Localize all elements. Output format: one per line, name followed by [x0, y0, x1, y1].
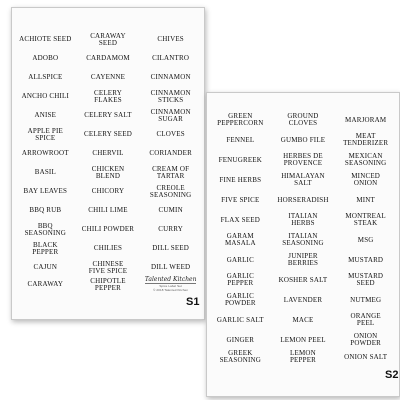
spice-label	[217, 113, 263, 127]
spice-label-text: CAYENNE	[90, 73, 126, 81]
spice-label	[32, 55, 58, 62]
spice-label	[94, 90, 122, 104]
spice-label	[91, 74, 125, 81]
label-grid-s2	[209, 110, 397, 364]
spice-label	[348, 273, 383, 287]
sheet-number: S2	[385, 369, 399, 381]
spice-label	[281, 137, 326, 144]
spice-label	[284, 297, 322, 304]
spice-label-text: ONION SALT	[344, 352, 388, 361]
spice-label-text: FINE HERBS	[219, 175, 262, 184]
spice-label-text: BLACK PEPPER	[32, 240, 59, 256]
spice-label-text: CORIANDER	[149, 149, 192, 157]
spice-label	[149, 150, 192, 157]
spice-label	[227, 257, 254, 264]
spice-label-text: GARLIC POWDER	[224, 292, 256, 307]
spice-label	[152, 55, 189, 62]
spice-label-text: BASIL	[34, 168, 56, 176]
brand-logo	[145, 277, 197, 292]
spice-label-text: NUTMEG	[350, 295, 382, 304]
label-sheet-s2	[206, 92, 400, 397]
spice-label	[226, 137, 254, 144]
spice-label	[90, 33, 126, 47]
spice-label	[90, 278, 125, 292]
spice-label	[152, 166, 189, 180]
spice-label-text: BAY LEAVES	[23, 187, 68, 195]
spice-label-text: CELERY SEED	[83, 130, 132, 138]
spice-label	[350, 313, 380, 327]
spice-label-text: MINCED ONION	[351, 172, 381, 187]
spice-label	[358, 237, 374, 244]
spice-label-text: CILANTRO	[152, 54, 190, 62]
spice-label	[287, 113, 318, 127]
spice-label	[84, 112, 131, 119]
spice-label-text: CINNAMON	[150, 73, 191, 81]
spice-label	[279, 277, 328, 284]
spice-label	[86, 55, 130, 62]
spice-label-text: CHICKEN BLEND	[91, 164, 125, 180]
brand-copyright: © 2018 Talented Kitchen	[153, 288, 189, 292]
spice-label-text: LAVENDER	[283, 295, 323, 304]
spice-label-text: ORANGE PEEL	[350, 312, 381, 327]
spice-label	[28, 74, 62, 81]
brand-subtitle: Spice Label Set	[159, 284, 182, 288]
spice-label-text: MINT	[356, 195, 375, 204]
spice-label-text: CHILI POWDER	[81, 225, 135, 233]
spice-label-text: MEXICAN SEASONING	[344, 152, 387, 167]
spice-label	[343, 133, 388, 147]
spice-label	[350, 333, 381, 347]
spice-label	[290, 350, 316, 364]
spice-label	[151, 90, 191, 104]
spice-label-text: ITALIAN SEASONING	[282, 232, 324, 247]
spice-label-text: CAJUN	[33, 263, 58, 271]
label-grid-s1	[14, 30, 202, 292]
spice-label	[217, 317, 264, 324]
spice-label-text: LEMON PEEL	[280, 335, 326, 344]
spice-label	[158, 207, 182, 214]
spice-label-text: MARJORAM	[345, 115, 387, 124]
spice-label-text: CHILI LIME	[88, 206, 128, 214]
spice-label	[348, 257, 383, 264]
spice-label-text: ITALIAN HERBS	[288, 212, 318, 227]
spice-label-text: CHICORY	[91, 187, 125, 195]
spice-label-text: MEAT TENDERIZER	[343, 132, 389, 147]
spice-label-text: CHERVIL	[92, 149, 124, 157]
spice-label-text: KOSHER SALT	[278, 275, 328, 284]
spice-label	[156, 131, 184, 138]
spice-label-text: MONTREAL STEAK	[345, 212, 386, 227]
spice-label	[92, 188, 125, 195]
spice-label	[19, 36, 71, 43]
spice-label-text: CHIPOTLE PEPPER	[90, 276, 126, 292]
spice-label	[345, 153, 386, 167]
spice-label	[344, 354, 387, 361]
spice-label-text: CARAWAY SEED	[90, 31, 126, 47]
spice-label-text: MACE	[292, 315, 314, 324]
spice-label	[288, 213, 317, 227]
spice-label-text: CARAWAY	[27, 280, 64, 288]
spice-label-text: CHILIES	[93, 244, 123, 252]
spice-label-text: CUMIN	[158, 206, 183, 214]
spice-label	[227, 337, 255, 344]
spice-label	[351, 173, 380, 187]
spice-label	[152, 245, 189, 252]
spice-label-text: DILL WEED	[151, 263, 191, 271]
spice-label	[220, 350, 261, 364]
spice-label-text: GROUND CLOVES	[287, 112, 319, 127]
spice-label	[345, 117, 386, 124]
spice-label	[219, 157, 262, 164]
spice-label	[24, 188, 68, 195]
spice-label-text: ARROWROOT	[21, 149, 69, 157]
spice-label	[221, 197, 259, 204]
spice-label-text: FLAX SEED	[220, 215, 260, 224]
spice-label-text: CELERY SALT	[84, 111, 132, 119]
spice-label	[89, 261, 127, 275]
spice-label	[281, 173, 325, 187]
spice-label-text: ACHIOTE SEED	[19, 35, 72, 43]
spice-label	[277, 197, 328, 204]
spice-label-text: MUSTARD SEED	[348, 272, 384, 287]
spice-label	[82, 226, 134, 233]
spice-label	[28, 281, 64, 288]
spice-label-text: DILL SEED	[152, 244, 190, 252]
spice-label-text: ANISE	[34, 111, 57, 119]
spice-label	[34, 264, 58, 271]
spice-label	[151, 109, 191, 123]
spice-label-text: MUSTARD	[348, 255, 384, 264]
spice-label	[92, 166, 125, 180]
spice-label-text: FENUGREEK	[218, 155, 263, 164]
spice-label	[292, 317, 313, 324]
spice-label	[94, 245, 122, 252]
spice-label-text: GARLIC SALT	[216, 315, 264, 324]
spice-label-text: APPLE PIE SPICE	[27, 126, 64, 142]
spice-label	[35, 169, 56, 176]
spice-label	[151, 264, 190, 271]
spice-label	[25, 223, 66, 237]
spice-label-text: CREOLE SEASONING	[149, 183, 192, 199]
spice-label-text: GREEK SEASONING	[219, 349, 262, 364]
sheet-number: S1	[186, 296, 200, 308]
spice-label-text: GARLIC	[226, 255, 254, 264]
spice-label-text: CELERY FLAKES	[93, 88, 123, 104]
spice-label-text: CLOVES	[156, 130, 185, 138]
spice-label-text: GINGER	[226, 335, 255, 344]
spice-label-text: GARLIC PEPPER	[226, 272, 254, 287]
spice-label-text: FENNEL	[226, 135, 255, 144]
spice-label	[84, 131, 132, 138]
spice-label-text: MSG	[357, 235, 374, 244]
spice-label-text: FIVE SPICE	[221, 195, 260, 204]
spice-label	[283, 153, 323, 167]
spice-label	[92, 150, 123, 157]
spice-label-text: ALLSPICE	[28, 73, 63, 81]
spice-label-text: HORSERADISH	[277, 195, 329, 204]
spice-label	[356, 197, 375, 204]
spice-label	[288, 253, 318, 267]
spice-label-text: GUMBO FILE	[280, 135, 326, 144]
spice-label	[282, 233, 323, 247]
spice-label	[157, 36, 183, 43]
spice-label-text: ADOBO	[32, 54, 59, 62]
spice-label-text: ONION POWDER	[350, 332, 382, 347]
spice-label	[280, 337, 325, 344]
spice-label-text: CURRY	[158, 225, 184, 233]
spice-label	[29, 207, 61, 214]
spice-label	[32, 242, 58, 256]
spice-label	[225, 233, 256, 247]
spice-label	[88, 207, 128, 214]
spice-label	[151, 74, 191, 81]
spice-label-text: ANCHO CHILI	[21, 92, 70, 100]
spice-label	[35, 112, 57, 119]
spice-label-text: CREAM OF TARTAR	[152, 164, 190, 180]
spice-label	[150, 185, 191, 199]
spice-label	[227, 273, 254, 287]
spice-label-text: JUNIPER BERRIES	[287, 252, 319, 267]
spice-label-text: CINNAMON STICKS	[150, 88, 191, 104]
label-sheet-s1	[11, 7, 205, 320]
spice-label-text: GARAM MASALA	[224, 232, 256, 247]
brand-name: Talented Kitchen	[144, 276, 197, 283]
spice-label-text: CHINESE FIVE SPICE	[88, 259, 128, 275]
spice-label-text: HIMALAYAN SALT	[281, 172, 325, 187]
spice-label	[22, 93, 70, 100]
spice-label-text: HERBES DE PROVENCE	[283, 152, 323, 167]
spice-label	[345, 213, 386, 227]
spice-label-text: GREEN PEPPERCORN	[217, 112, 264, 127]
spice-label	[28, 128, 63, 142]
spice-label	[350, 297, 381, 304]
spice-label	[219, 177, 261, 184]
spice-label-text: CHIVES	[157, 35, 184, 43]
spice-label-text: CINNAMON SUGAR	[150, 107, 191, 123]
spice-label	[221, 217, 260, 224]
spice-label-text: BBQ RUB	[29, 206, 62, 214]
spice-label	[22, 150, 69, 157]
spice-label-text: CARDAMOM	[86, 54, 130, 62]
spice-label-text: LEMON PEPPER	[289, 349, 317, 364]
spice-label	[225, 293, 256, 307]
spice-label	[158, 226, 183, 233]
spice-label-text: BBQ SEASONING	[24, 221, 67, 237]
